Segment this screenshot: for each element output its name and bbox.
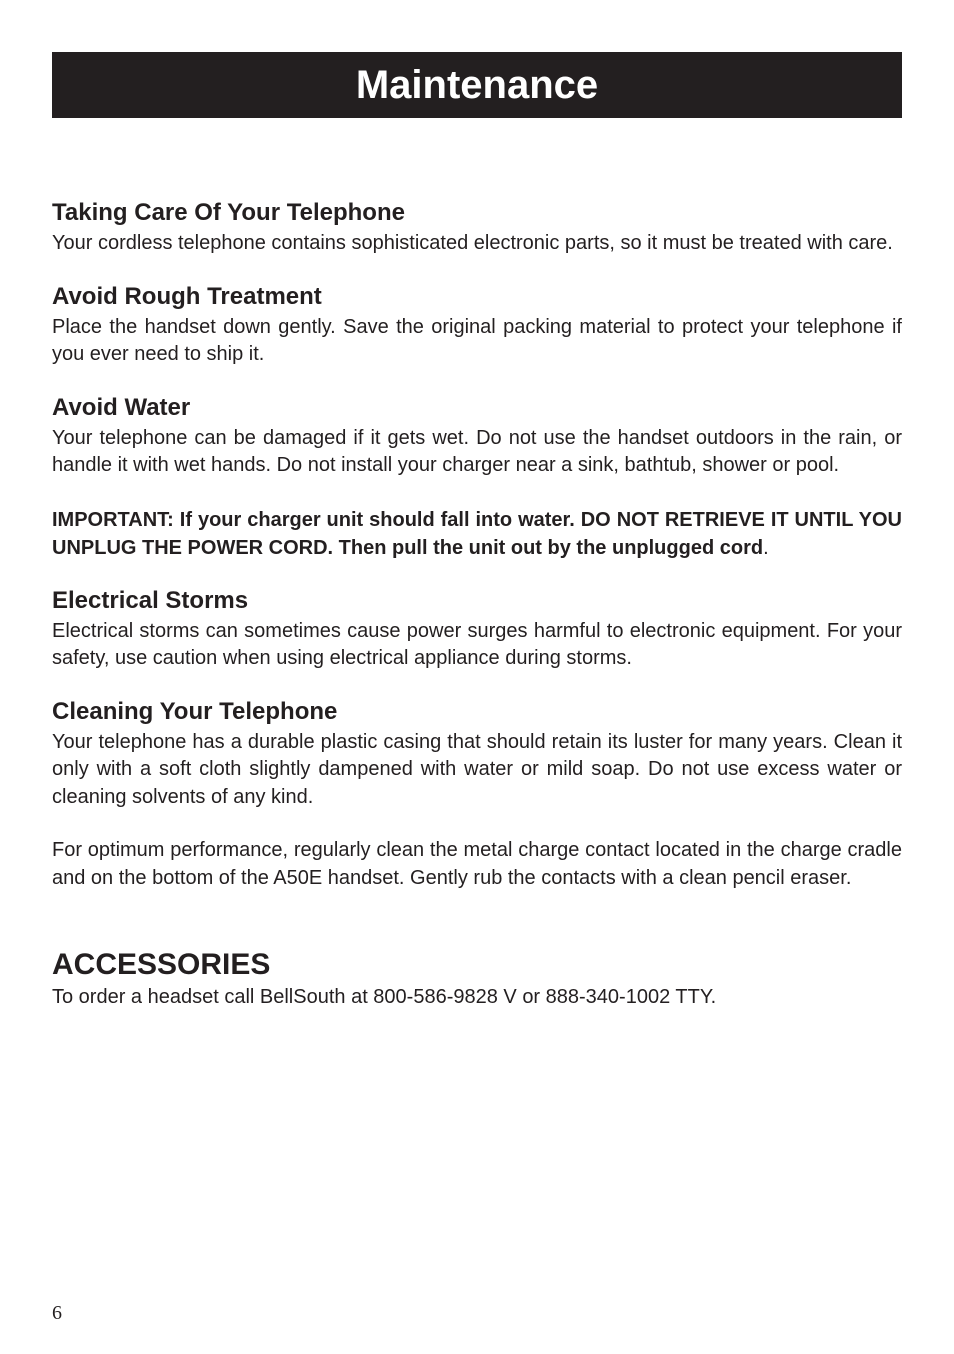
section-heading-cleaning: Cleaning Your Telephone — [52, 697, 338, 725]
section-heading-avoid-water: Avoid Water — [52, 393, 191, 421]
section-rough-treatment — [52, 280, 902, 369]
section-taking-care — [52, 196, 902, 258]
section-body-taking-care: Your cordless telephone contains sophisticated electronic parts, so it must be treated with care. — [52, 232, 893, 254]
important-warning-tail: . — [763, 536, 769, 559]
section-avoid-water — [52, 391, 902, 480]
page-number: 6 — [52, 1302, 62, 1324]
section-heading-electrical-storms: Electrical Storms — [52, 586, 249, 614]
section-body-rough-treatment: Place the handset down gently. Save the original packing material to protect your telephone if you ever need to ship it. — [52, 315, 902, 365]
important-warning-text: IMPORTANT: If your charger unit should fall into water. DO NOT RETRIEVE IT UNTIL YOU UNPLUG THE POWER CORD. Then pull the unit out by the unplugged cord — [52, 508, 902, 559]
section-body-cleaning-contacts: For optimum performance, regularly clean the metal charge contact located in the charge cradle and on the bottom of the A50E handset. Gently rub the contacts with a clean pencil eraser. — [52, 839, 902, 889]
section-cleaning — [52, 695, 902, 893]
section-heading-accessories: ACCESSORIES — [52, 948, 271, 981]
section-body-cleaning: Your telephone has a durable plastic casing that should retain its luster for many years. Clean it only with a soft cloth slightly dampened with water or mild soap. Do not use excess water or cleaning solvents of any kind. — [52, 730, 902, 808]
title-banner — [52, 52, 902, 118]
section-heading-rough-treatment: Avoid Rough Treatment — [52, 282, 322, 310]
page-title: Maintenance — [355, 63, 599, 107]
content — [52, 196, 902, 1012]
important-warning — [52, 506, 902, 562]
section-accessories — [52, 946, 902, 1012]
section-body-accessories: To order a headset call BellSouth at 800-586-9828 V or 888-340-1002 TTY. — [52, 986, 717, 1008]
section-electrical-storms — [52, 584, 902, 673]
section-heading-taking-care: Taking Care Of Your Telephone — [52, 199, 405, 226]
section-body-avoid-water: Your telephone can be damaged if it gets wet. Do not use the handset outdoors in the rain, or handle it with wet hands. Do not install your charger near a sink, bathtub, shower or pool. — [52, 426, 902, 476]
section-body-electrical-storms: Electrical storms can sometimes cause power surges harmful to electronic equipment. For your safety, use caution when using electrical appliance during storms. — [52, 619, 902, 669]
